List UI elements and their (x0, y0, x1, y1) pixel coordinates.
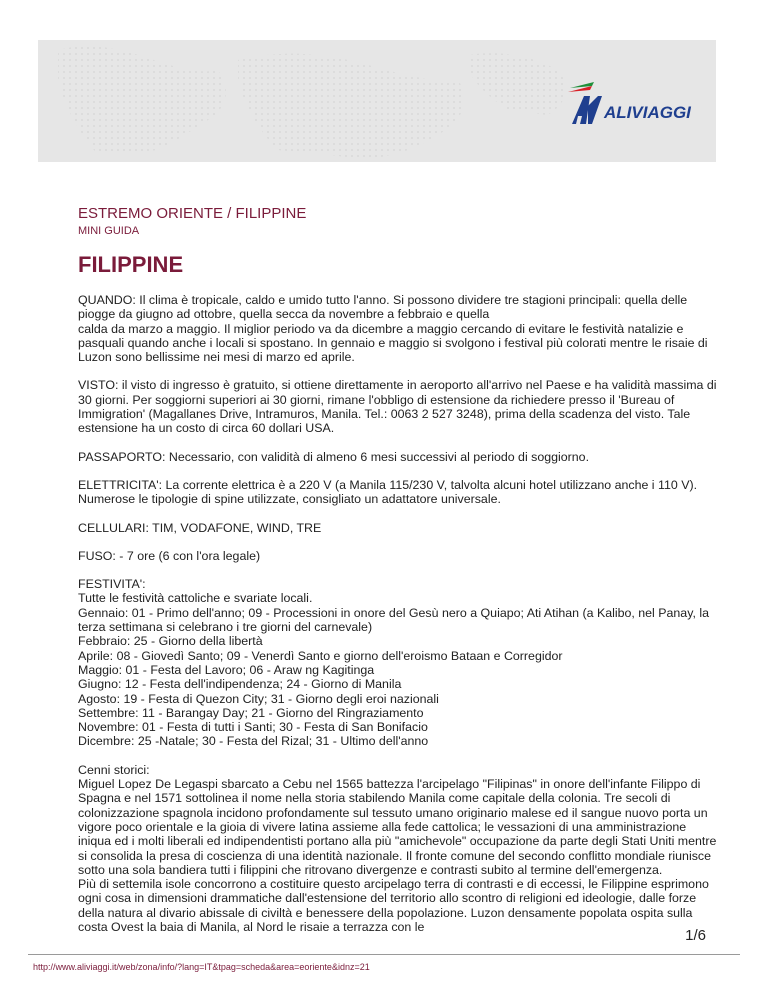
svg-text:ALIVIAGGI: ALIVIAGGI (604, 103, 691, 122)
page-number: 1/6 (685, 927, 706, 944)
section-heading: ESTREMO ORIENTE / FILIPPINE (78, 205, 307, 222)
paragraph-elettricita: ELETTRICITA': La corrente elettrica è a 220 V (a Manila 115/230 V, talvolta alcuni hotel utilizzano anche i 110 V). Numerose le tipologie di spine utilizzate, consigliato un adattatore universale. (78, 477, 698, 507)
footer-url[interactable]: http://www.aliviaggi.it/web/zona/info/?lang=IT&tpag=scheda&area=eoriente&idnz=21 (33, 962, 370, 972)
paragraph-quando: QUANDO: Il clima è tropicale, caldo e umido tutto l'anno. Si possono dividere tre stagioni principali: quella delle piogge da giugno ad ottobre, quella secca da novembre a febbraio e quella calda da marzo a maggio. Il miglior periodo va da dicembre a maggio cercando di evitare le festività natalizie e pasquali quando anche i locali si spostano. In gennaio e maggio si svolgono i festival più colorati mentre le risaie di Luzon sono bellissime nei mesi di marzo ed aprile. (78, 293, 708, 365)
page-title: FILIPPINE (78, 252, 184, 277)
aliviaggi-logo[interactable] (558, 78, 698, 132)
paragraph-cenni-storici: Cenni storici: Miguel Lopez De Legaspi sbarcato a Cebu nel 1565 battezza l'arcipelago "Filipinas" in onore dell'infante Filippo di Spagna e nel 1571 sottolinea il nome nella storia stabilendo Manila come capitale della colonia. Tre secoli di colonizzazione spagnola incidono profondamente sul tessuto umano originario malese ed il sangue nuovo porta un vigore poco orientale e la gioia di vivere latina assieme alla fede cattolica; le vessazioni di una amministrazione iniqua ed i molti liberali ed indipendentisti portano alla più "amichevole" occupazione da parte degli Stati Uniti mentre si consolida la presa di coscienza di una identità nazionale. Il fronte comune del secondo conflitto mondiale riunisce sotto una sola bandiera tutti i filippini che ritrovano divergenze e contrasti subito al termine dell'emergenza. Più di settemila isole concorrono a costituire questo arcipelago terra di contrasti e di eccessi, le Filippine esprimono ogni cosa in dimensioni drammatiche dall'estensione del territorio allo scontro di religioni ed ideologie, dalle forze della natura al divario abissale di civiltà e benessere della popolazione. Luzon densamente popolata ospita sulla costa Ovest la baia di Manila, al Nord le risaie a terrazza con le (78, 762, 717, 934)
paragraph-festivita: FESTIVITA': Tutte le festività cattoliche e svariate locali. Gennaio: 01 - Primo dell'anno; 09 - Processioni in onore del Gesù nero a Quiapo; Ati Atihan (a Kalibo, nel Panay, la terza settimana si celebrano i tre giorni del carnevale) Febbraio: 25 - Giorno della libertà Aprile: 08 - Giovedì Santo; 09 - Venerdì Santo e giorno dell'eroismo Bataan e Corregidor Maggio: 01 - Festa del Lavoro; 06 - Araw ng Kagitinga Giugno: 12 - Festa dell'indipendenza; 24 - Giorno di Manila Agosto: 19 - Festa di Quezon City; 31 - Giorno degli eroi nazionali Settembre: 11 - Barangay Day; 21 - Giorno del Ringraziamento Novembre: 01 - Festa di tutti i Santi; 30 - Festa di San Bonifacio Dicembre: 25 -Natale; 30 - Festa del Rizal; 31 - Ultimo dell'anno (78, 577, 709, 749)
paragraph-visto: VISTO: il visto di ingresso è gratuito, si ottiene direttamente in aeroporto all'arrivo nel Paese e ha validità massima di 30 giorni. Per soggiorni superiori ai 30 giorni, rimane l'obbligo di estensione da richiedere presso il 'Bureau of Immigration' (Magallanes Drive, Intramuros, Manila. Tel.: 0063 2 527 3248), prima della scadenza del visto. Tale estensione ha un costo di circa 60 dollari USA. (78, 378, 717, 436)
subsection-label: MINI GUIDA (78, 225, 140, 237)
paragraph-cellulari: CELLULARI: TIM, VODAFONE, WIND, TRE (78, 520, 322, 535)
paragraph-passaporto: PASSAPORTO: Necessario, con validità di almeno 6 mesi successivi al periodo di soggiorno. (78, 449, 590, 464)
guide-content (78, 293, 718, 948)
paragraph-fuso: FUSO: - 7 ore (6 con l'ora legale) (78, 548, 261, 563)
footer-divider (28, 954, 740, 955)
header-banner (38, 40, 716, 162)
